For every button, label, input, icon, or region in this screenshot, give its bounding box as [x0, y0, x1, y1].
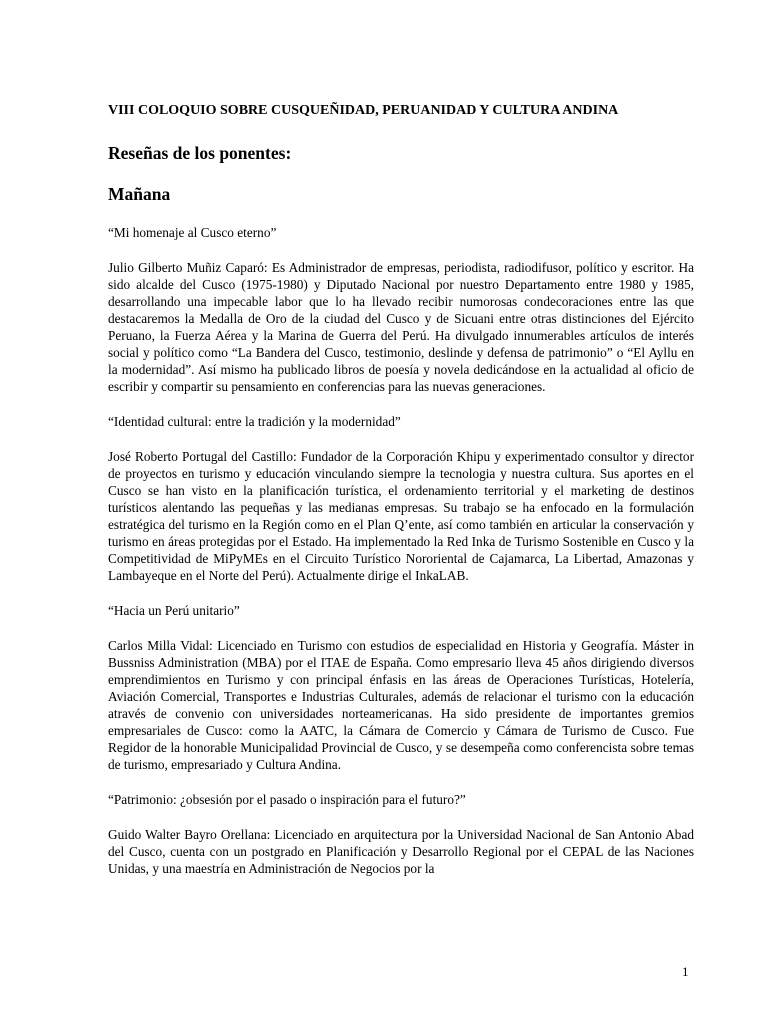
speaker-bio: José Roberto Portugal del Castillo: Fundador de la Corporación Khipu y experimentado consultor y director de proyectos en turismo y educación vinculando siempre la tecnologia y nuestra cultura. Sus aportes en el Cusco se han visto en la planificación turística, el ordenamiento territorial y el marketing de destinos turísticos alentando las pequeñas y las medianas empresas. Su trabajo se ha enfocado en la formulación estratégica del turismo en la Región como en el Plan Q’ente, así como también en articular la conservación y turismo en áreas protegidas por el Estado. Ha implementado la Red Inka de Turismo Sostenible en Cusco y la Competitividad de MiPyMEs en el Circuito Turístico Nororiental de Cajamarca, La Libertad, Amazonas y Lambayeque en el Norte del Perú). Actualmente dirige el InkaLAB.	[108, 449, 694, 583]
speaker-bio: Guido Walter Bayro Orellana: Licenciado en arquitectura por la Universidad Nacional de San Antonio Abad del Cusco, cuenta con un postgrado en Planificación y Desarrollo Regional por el CEPAL de las Naciones Unidas, y una maestría en Administración de Negocios por la	[108, 827, 694, 876]
session-heading: Mañana	[108, 184, 171, 204]
talk-entry	[108, 224, 694, 395]
speaker-bio: Carlos Milla Vidal: Licenciado en Turismo con estudios de especialidad en Historia y Geografía. Máster in Bussniss Administration (MBA) por el ITAE de España. Como empresario lleva 45 años dirigiendo diversos emprendimientos en Turismo y con principal énfasis en las áreas de Operaciones Turísticas, Hotelería, Aviación Comercial, Transportes e Industrias Culturales, además de relacionar el turismo con la educación através de convenio con universidades norteamericanas. Ha sido presidente de importantes gremios empresariales de Cusco: como la AATC, la Cámara de Comercio y Cámara de Turismo de Cusco. Fue Regidor de la honorable Municipalidad Provincial de Cusco, y se desempeña como conferencista sobre temas de turismo, empresariado y Cultura Andina.	[108, 638, 694, 772]
talk-title: “Patrimonio: ¿obsesión por el pasado o inspiración para el futuro?”	[108, 792, 466, 807]
document-page	[108, 102, 694, 895]
talk-entry	[108, 413, 694, 584]
talk-entry	[108, 602, 694, 773]
talk-entry	[108, 791, 694, 877]
speaker-bio: Julio Gilberto Muñiz Caparó: Es Administrador de empresas, periodista, radiodifusor, político y escritor. Ha sido alcalde del Cusco (1975-1980) y Diputado Nacional por nuestro Departamento entre 1980 y 1985, desarrollando una impecable labor que lo ha llevado recibir numorosas condecoraciones entre las que destacaremos la Medalla de Oro de la ciudad del Cusco y de Sicuani entre otras distinciones del Ejército Peruano, la Fuerza Aérea y la Marina de Guerra del Perú. Ha divulgado innumerables artículos de interés social y político como “La Bandera del Cusco, testimonio, deslinde y defensa de patrimonio” o “El Ayllu en la modernidad”. Así mismo ha publicado libros de poesía y novela dedicándose en la actualidad al oficio de escribir y compartir su pensamiento en conferencias para las nuevas generaciones.	[108, 260, 694, 394]
talk-title: “Mi homenaje al Cusco eterno”	[108, 225, 277, 240]
talk-title: “Identidad cultural: entre la tradición y la modernidad”	[108, 414, 401, 429]
page-number: 1	[682, 964, 689, 979]
talk-title: “Hacia un Perú unitario”	[108, 603, 240, 618]
document-title: VIII COLOQUIO SOBRE CUSQUEÑIDAD, PERUANIDAD Y CULTURA ANDINA	[108, 103, 619, 118]
section-subtitle: Reseñas de los ponentes:	[108, 143, 292, 163]
